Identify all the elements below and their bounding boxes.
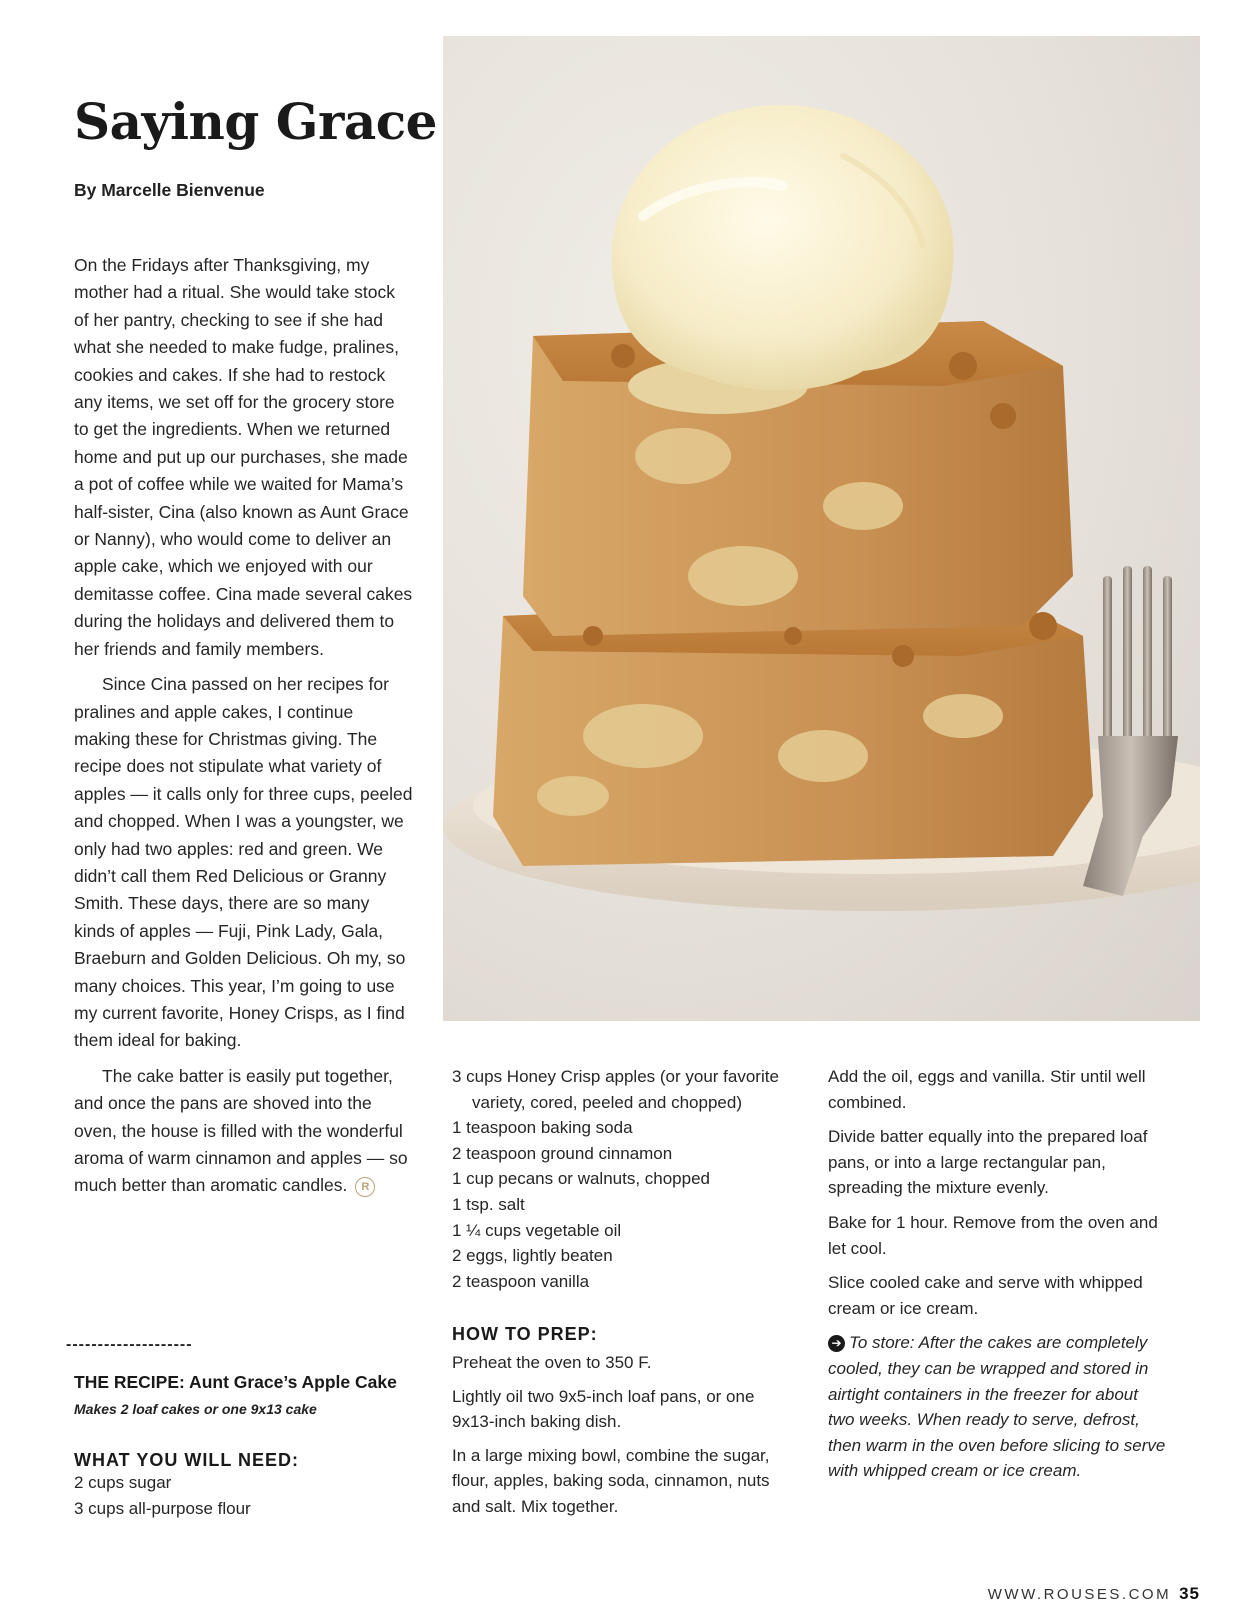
ingredient-item: 3 cups all-purpose flour — [74, 1498, 251, 1518]
ingredient-item: 1 ¼ cups vegetable oil — [452, 1220, 622, 1240]
article-title: Saying Grace — [74, 92, 437, 151]
apple-cake-illustration — [443, 36, 1200, 1021]
prep-step: Slice cooled cake and serve with whipped cream or ice cream. — [828, 1273, 1143, 1318]
recipe-yield: Makes 2 loaf cakes or one 9x13 cake — [74, 1401, 317, 1417]
ingredient-item: 1 teaspoon baking soda — [452, 1118, 633, 1138]
ingredient-line-continued: variety, cored, peeled and chopped) — [472, 1092, 742, 1112]
storage-note — [828, 1330, 1168, 1484]
prep-heading: HOW TO PREP: — [452, 1324, 598, 1344]
rouses-end-mark-icon: R — [355, 1177, 375, 1197]
apple-cake-photo — [443, 36, 1200, 1021]
page-number: 35 — [1179, 1584, 1200, 1603]
arrow-right-icon: ➔ — [828, 1335, 845, 1352]
footer-site[interactable]: WWW.ROUSES.COM — [987, 1586, 1172, 1603]
ingredient-item: 2 cups sugar — [74, 1473, 172, 1492]
ingredient-item: 1 cup pecans or walnuts, chopped — [452, 1169, 711, 1189]
recipe-title: THE RECIPE: Aunt Grace’s Apple Cake — [74, 1372, 397, 1392]
article-paragraph-1: On the Fridays after Thanksgiving, my mother had a ritual. She would take stock of her pantry, checking to see if she had what she needed to make fudge, pralines, cookies and cakes. If she had to restock any items, we set off for the grocery store to get the ingredients. When we returned home and put up our purchases, she made a pot of coffee while we waited for Mama’s half-sister, Cina (also known as Aunt Grace or Nanny), who would come to deliver an apple cake, which we enjoyed with our demitasse coffee. Cina made several cakes during the holidays and delivered them to her friends and family members. — [74, 255, 413, 659]
prep-step: Divide batter equally into the prepared loaf pans, or into a large rectangular pan, spreading the mixture evenly. — [828, 1127, 1148, 1198]
storage-note-text: To store: After the cakes are completely cooled, they can be wrapped and stored in airtight containers in the freezer for about two weeks. When ready to serve, defrost, then warm in the oven before slicing to serve with whipped cream or ice cream. — [828, 1333, 1166, 1481]
article-paragraph-2: Since Cina passed on her recipes for pralines and apple cakes, I continue making these for Christmas giving. The recipe does not stipulate what variety of apples — it calls only for three cups, peeled and chopped. When I was a youngster, we only had two apples: red and green. We didn’t call them Red Delicious or Granny Smith. These days, there are so many kinds of apples — Fuji, Pink Lady, Gala, Braeburn and Golden Delicious. Oh my, so many choices. This year, I’m going to use my current favorite, Honey Crisps, as I find them ideal for baking. — [74, 674, 413, 1051]
ingredients-list-1 — [74, 1470, 404, 1521]
ingredient-item: 2 teaspoon vanilla — [452, 1271, 590, 1291]
prep-step: Preheat the oven to 350 F. — [452, 1353, 652, 1372]
article-paragraph-3 — [74, 1063, 414, 1200]
prep-step: In a large mixing bowl, combine the sugar, flour, apples, baking soda, cinnamon, nuts and salt. Mix together. — [452, 1445, 770, 1516]
ingredients-heading: WHAT YOU WILL NEED: — [74, 1450, 299, 1470]
article-paragraph-3-text: The cake batter is easily put together, and once the pans are shoved into the oven, the house is filled with the wonderful aroma of warm cinnamon and apples — so much better than aromatic candles. — [74, 1065, 408, 1196]
section-divider: -------------------- — [66, 1336, 193, 1353]
prep-step: Add the oil, eggs and vanilla. Stir until well combined. — [828, 1067, 1146, 1112]
ingredients-list-2 — [452, 1064, 802, 1294]
article-body — [74, 252, 414, 1208]
prep-steps-1 — [452, 1350, 797, 1528]
ingredient-line: 3 cups Honey Crisp apples (or your favorite — [452, 1067, 779, 1086]
prep-step: Bake for 1 hour. Remove from the oven and let cool. — [828, 1212, 1158, 1258]
page-footer — [988, 1584, 1200, 1604]
ingredient-item — [452, 1064, 802, 1115]
ingredient-item: 2 teaspoon ground cinnamon — [452, 1143, 673, 1163]
prep-step: Lightly oil two 9x5-inch loaf pans, or one 9x13-inch baking dish. — [452, 1386, 755, 1432]
byline: By Marcelle Bienvenue — [74, 180, 265, 200]
prep-steps-2 — [828, 1064, 1168, 1484]
ingredient-item: 2 eggs, lightly beaten — [452, 1246, 613, 1266]
ingredient-item: 1 tsp. salt — [452, 1194, 525, 1214]
